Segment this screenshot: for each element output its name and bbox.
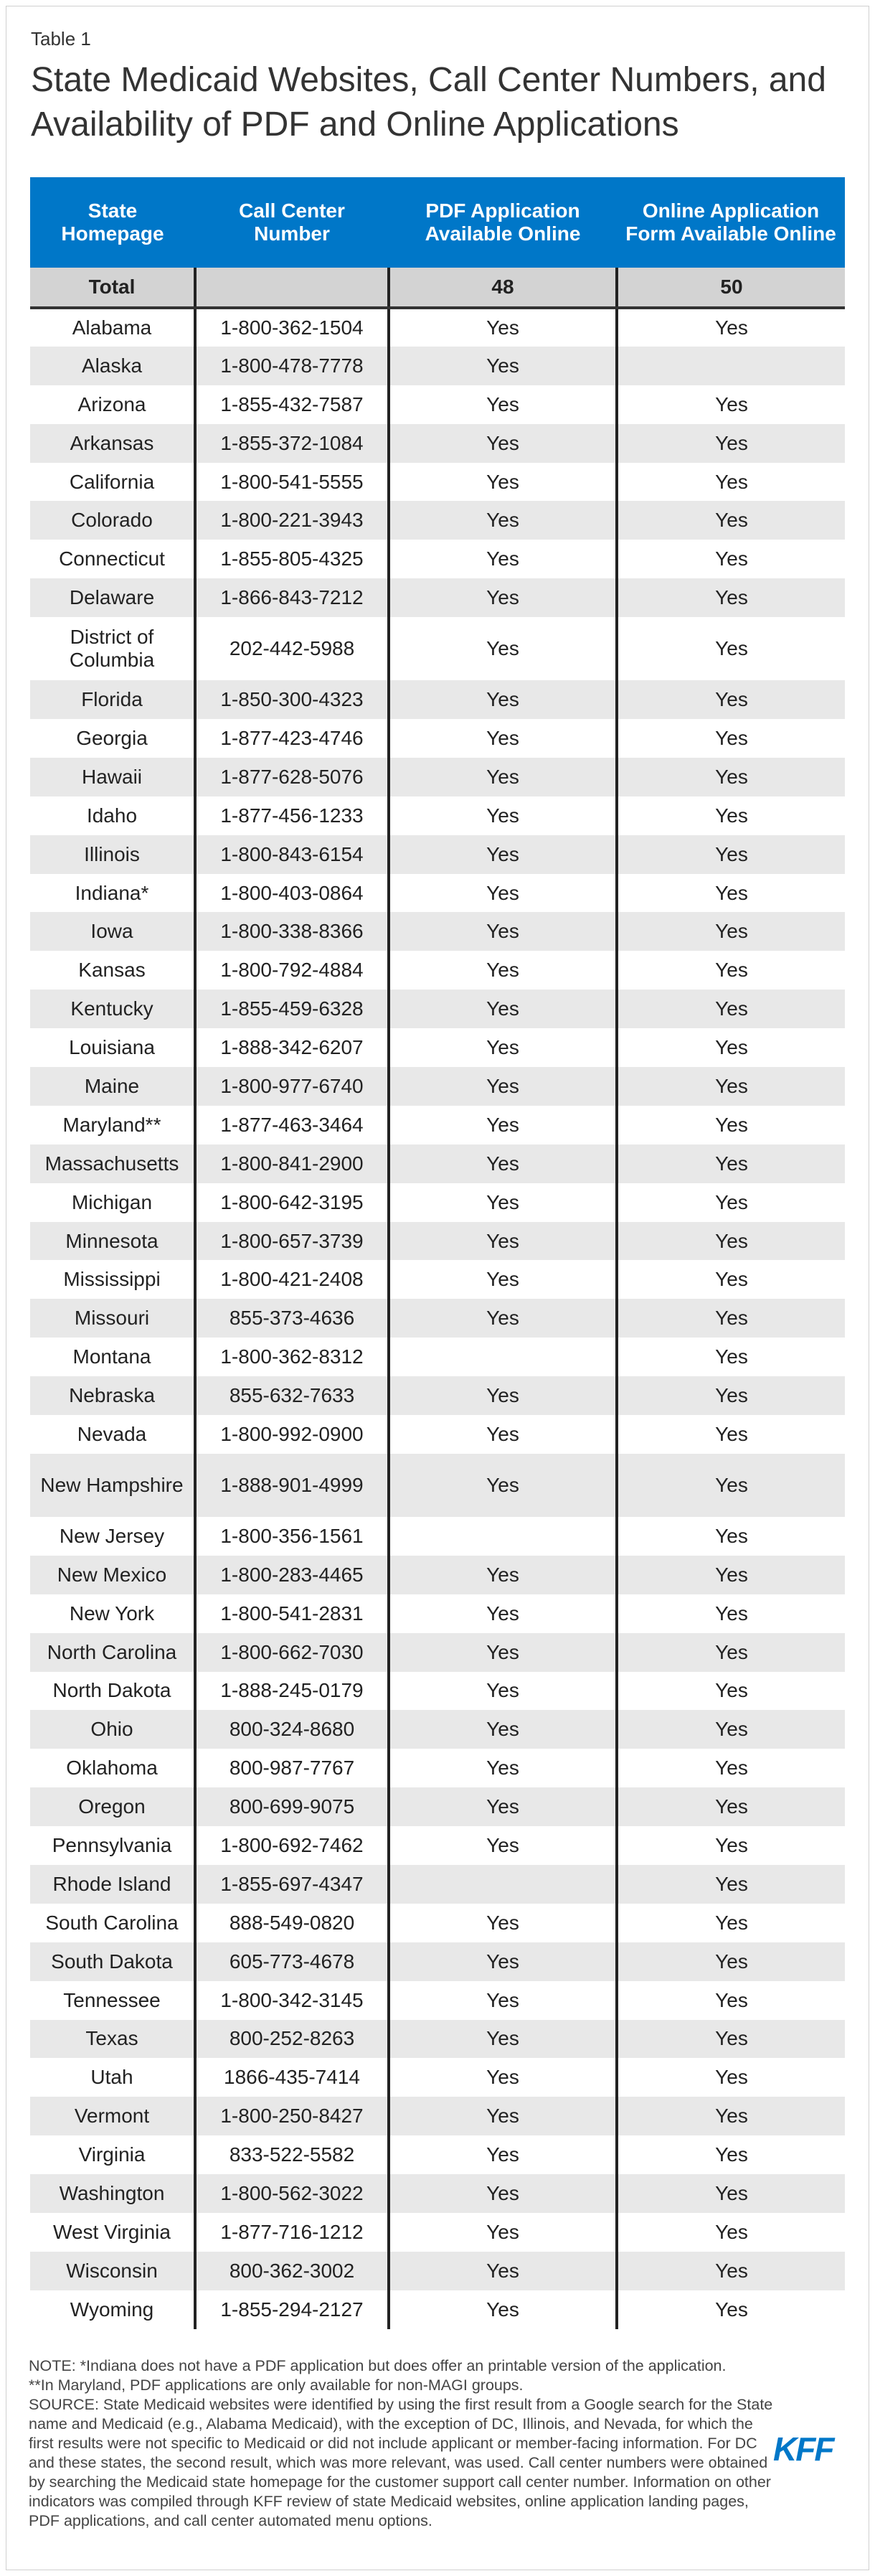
phone-cell: 1-800-338-8366 <box>195 912 389 951</box>
state-cell: South Carolina <box>30 1904 195 1942</box>
note-indiana: NOTE: *Indiana does not have a PDF application but does offer an printable version of the application. <box>29 2357 727 2374</box>
online-cell: Yes <box>617 2252 845 2290</box>
pdf-cell: Yes <box>389 912 617 951</box>
phone-cell: 202-442-5988 <box>195 617 389 680</box>
state-cell: Vermont <box>30 2097 195 2135</box>
pdf-cell: Yes <box>389 347 617 385</box>
online-cell: Yes <box>617 912 845 951</box>
state-cell: Maine <box>30 1067 195 1106</box>
notes <box>29 2356 782 2531</box>
phone-cell: 1-800-362-1504 <box>195 308 389 347</box>
pdf-cell: Yes <box>389 2174 617 2213</box>
state-cell: Nevada <box>30 1415 195 1454</box>
online-cell: Yes <box>617 719 845 758</box>
pdf-cell: Yes <box>389 617 617 680</box>
pdf-cell: Yes <box>389 424 617 463</box>
table-row <box>30 1454 845 1517</box>
pdf-cell: Yes <box>389 1710 617 1749</box>
table-row <box>30 989 845 1028</box>
phone-cell: 1-800-342-3145 <box>195 1981 389 2020</box>
phone-cell: 1-800-657-3739 <box>195 1222 389 1261</box>
table-row <box>30 1222 845 1261</box>
phone-cell: 1-855-459-6328 <box>195 989 389 1028</box>
state-cell: Ohio <box>30 1710 195 1749</box>
online-cell: Yes <box>617 2135 845 2174</box>
online-cell: Yes <box>617 1415 845 1454</box>
online-cell: Yes <box>617 1454 845 1517</box>
state-cell: Arkansas <box>30 424 195 463</box>
phone-cell: 1-800-692-7462 <box>195 1826 389 1865</box>
table-row <box>30 617 845 680</box>
table-row <box>30 719 845 758</box>
table-row <box>30 1415 845 1454</box>
pdf-cell: Yes <box>389 2058 617 2097</box>
online-cell: Yes <box>617 874 845 913</box>
total-call <box>195 268 389 308</box>
table-row <box>30 951 845 989</box>
state-cell: Mississippi <box>30 1260 195 1299</box>
column-header-call-center: Call Center Number <box>195 177 389 268</box>
medicaid-table <box>30 177 845 2329</box>
phone-cell: 1-800-977-6740 <box>195 1067 389 1106</box>
table-row <box>30 1376 845 1415</box>
state-cell: Nebraska <box>30 1376 195 1415</box>
phone-cell: 800-362-3002 <box>195 2252 389 2290</box>
online-cell: Yes <box>617 1517 845 1556</box>
pdf-cell: Yes <box>389 1067 617 1106</box>
phone-cell: 1-800-662-7030 <box>195 1633 389 1672</box>
pdf-cell: Yes <box>389 2020 617 2059</box>
state-cell: Wisconsin <box>30 2252 195 2290</box>
online-cell: Yes <box>617 2213 845 2252</box>
phone-cell: 855-632-7633 <box>195 1376 389 1415</box>
online-cell: Yes <box>617 578 845 617</box>
page-title: State Medicaid Websites, Call Center Numbers, and Availability of PDF and Online Applications <box>31 61 826 144</box>
table-row <box>30 540 845 578</box>
pdf-cell: Yes <box>389 758 617 796</box>
online-cell: Yes <box>617 1826 845 1865</box>
table-row <box>30 1028 845 1067</box>
phone-cell: 1-800-992-0900 <box>195 1415 389 1454</box>
state-cell: Hawaii <box>30 758 195 796</box>
state-cell: Iowa <box>30 912 195 951</box>
phone-cell: 1-877-628-5076 <box>195 758 389 796</box>
state-cell: Alaska <box>30 347 195 385</box>
pdf-cell: Yes <box>389 796 617 835</box>
state-cell: Louisiana <box>30 1028 195 1067</box>
pdf-cell: Yes <box>389 1028 617 1067</box>
phone-cell: 1-800-792-4884 <box>195 951 389 989</box>
table-row <box>30 2252 845 2290</box>
table-row <box>30 1942 845 1981</box>
phone-cell: 1-800-283-4465 <box>195 1556 389 1594</box>
state-cell: Georgia <box>30 719 195 758</box>
pdf-cell: Yes <box>389 385 617 424</box>
table-row <box>30 796 845 835</box>
phone-cell: 1-800-403-0864 <box>195 874 389 913</box>
phone-cell: 1-877-463-3464 <box>195 1106 389 1144</box>
pdf-cell: Yes <box>389 1749 617 1787</box>
table-row <box>30 1904 845 1942</box>
table-row <box>30 1981 845 2020</box>
state-cell: Delaware <box>30 578 195 617</box>
phone-cell: 1-855-697-4347 <box>195 1865 389 1904</box>
pdf-cell: Yes <box>389 1415 617 1454</box>
table-row <box>30 1749 845 1787</box>
table-row <box>30 2020 845 2059</box>
state-cell: California <box>30 463 195 502</box>
phone-cell: 1-800-562-3022 <box>195 2174 389 2213</box>
state-cell: Virginia <box>30 2135 195 2174</box>
pdf-cell: Yes <box>389 680 617 719</box>
table-row <box>30 385 845 424</box>
state-cell: Washington <box>30 2174 195 2213</box>
state-cell: Michigan <box>30 1183 195 1222</box>
state-cell: New Hampshire <box>30 1454 195 1517</box>
table-row <box>30 2213 845 2252</box>
state-cell: Missouri <box>30 1299 195 1338</box>
phone-cell: 1-800-642-3195 <box>195 1183 389 1222</box>
state-cell: Illinois <box>30 835 195 874</box>
state-cell: Texas <box>30 2020 195 2059</box>
state-cell: Florida <box>30 680 195 719</box>
phone-cell: 855-373-4636 <box>195 1299 389 1338</box>
state-cell: Alabama <box>30 308 195 347</box>
online-cell: Yes <box>617 1222 845 1261</box>
phone-cell: 1-800-421-2408 <box>195 1260 389 1299</box>
pdf-cell: Yes <box>389 1376 617 1415</box>
online-cell: Yes <box>617 501 845 540</box>
table-row <box>30 912 845 951</box>
note-source: SOURCE: State Medicaid websites were identified by using the first result from a Google search for the State name and Medicaid (e.g., Alabama Medicaid), with the exception of DC, Illinois, and Nevada, for which the first results were not specific to Medicaid or did not include applicant or member-facing information. For DC and these states, the second result, which was more relevant, was used. Call center numbers were obtained by searching the Medicaid state homepage for the customer support call center number. Information on other indicators was compiled through KFF review of state Medicaid websites, online application landing pages, PDF applications, and call center automated menu options. <box>29 2396 773 2529</box>
pdf-cell: Yes <box>389 989 617 1028</box>
column-header-pdf: PDF Application Available Online <box>389 177 617 268</box>
table-row <box>30 1067 845 1106</box>
pdf-cell: Yes <box>389 2135 617 2174</box>
state-cell: Montana <box>30 1338 195 1376</box>
table-row <box>30 2174 845 2213</box>
pdf-cell <box>389 1865 617 1904</box>
state-cell: Wyoming <box>30 2290 195 2329</box>
phone-cell: 1-800-221-3943 <box>195 501 389 540</box>
table-row <box>30 1826 845 1865</box>
total-label: Total <box>30 268 195 308</box>
state-cell: Indiana* <box>30 874 195 913</box>
phone-cell: 1-877-456-1233 <box>195 796 389 835</box>
pdf-cell: Yes <box>389 1904 617 1942</box>
online-cell: Yes <box>617 540 845 578</box>
pdf-cell: Yes <box>389 2252 617 2290</box>
pdf-cell: Yes <box>389 874 617 913</box>
kff-logo: KFF <box>773 2430 833 2468</box>
table-label: Table 1 <box>31 28 91 50</box>
total-online: 50 <box>617 268 845 308</box>
pdf-cell: Yes <box>389 1260 617 1299</box>
state-cell: Kentucky <box>30 989 195 1028</box>
table-row <box>30 2135 845 2174</box>
note-maryland: **In Maryland, PDF applications are only available for non-MAGI groups. <box>29 2377 524 2394</box>
online-cell: Yes <box>617 1067 845 1106</box>
phone-cell: 1-855-372-1084 <box>195 424 389 463</box>
pdf-cell: Yes <box>389 1633 617 1672</box>
online-cell: Yes <box>617 1981 845 2020</box>
online-cell: Yes <box>617 463 845 502</box>
pdf-cell: Yes <box>389 1942 617 1981</box>
online-cell: Yes <box>617 1904 845 1942</box>
online-cell: Yes <box>617 1672 845 1711</box>
online-cell: Yes <box>617 2174 845 2213</box>
table-row <box>30 1672 845 1711</box>
state-cell: New Jersey <box>30 1517 195 1556</box>
table-row <box>30 835 845 874</box>
state-cell: Rhode Island <box>30 1865 195 1904</box>
table-row <box>30 578 845 617</box>
online-cell: Yes <box>617 1144 845 1183</box>
online-cell: Yes <box>617 758 845 796</box>
table-body <box>30 308 845 2329</box>
online-cell: Yes <box>617 796 845 835</box>
table-row <box>30 2290 845 2329</box>
online-cell: Yes <box>617 1260 845 1299</box>
pdf-cell: Yes <box>389 578 617 617</box>
state-cell: North Dakota <box>30 1672 195 1711</box>
state-cell: Idaho <box>30 796 195 835</box>
phone-cell: 1-866-843-7212 <box>195 578 389 617</box>
pdf-cell: Yes <box>389 1144 617 1183</box>
pdf-cell: Yes <box>389 1594 617 1633</box>
pdf-cell: Yes <box>389 2213 617 2252</box>
online-cell: Yes <box>617 2097 845 2135</box>
header-row <box>30 177 845 268</box>
pdf-cell: Yes <box>389 1826 617 1865</box>
online-cell: Yes <box>617 617 845 680</box>
online-cell <box>617 347 845 385</box>
phone-cell: 605-773-4678 <box>195 1942 389 1981</box>
phone-cell: 1-800-250-8427 <box>195 2097 389 2135</box>
state-cell: North Carolina <box>30 1633 195 1672</box>
table-row <box>30 1299 845 1338</box>
online-cell: Yes <box>617 308 845 347</box>
phone-cell: 1-877-423-4746 <box>195 719 389 758</box>
online-cell: Yes <box>617 1028 845 1067</box>
state-cell: Pennsylvania <box>30 1826 195 1865</box>
state-cell: West Virginia <box>30 2213 195 2252</box>
online-cell: Yes <box>617 1594 845 1633</box>
table-row <box>30 758 845 796</box>
online-cell: Yes <box>617 2290 845 2329</box>
online-cell: Yes <box>617 1633 845 1672</box>
phone-cell: 1-855-432-7587 <box>195 385 389 424</box>
online-cell: Yes <box>617 1376 845 1415</box>
total-row <box>30 268 845 308</box>
online-cell: Yes <box>617 1865 845 1904</box>
pdf-cell: Yes <box>389 1454 617 1517</box>
pdf-cell: Yes <box>389 308 617 347</box>
state-cell: Connecticut <box>30 540 195 578</box>
table-row <box>30 347 845 385</box>
pdf-cell: Yes <box>389 1787 617 1826</box>
phone-cell: 1-877-716-1212 <box>195 2213 389 2252</box>
phone-cell: 1-800-478-7778 <box>195 347 389 385</box>
pdf-cell: Yes <box>389 1556 617 1594</box>
state-cell: New York <box>30 1594 195 1633</box>
online-cell: Yes <box>617 2020 845 2059</box>
state-cell: Massachusetts <box>30 1144 195 1183</box>
pdf-cell: Yes <box>389 1106 617 1144</box>
pdf-cell: Yes <box>389 951 617 989</box>
online-cell: Yes <box>617 1338 845 1376</box>
table-row <box>30 1517 845 1556</box>
pdf-cell: Yes <box>389 835 617 874</box>
online-cell: Yes <box>617 1787 845 1826</box>
online-cell: Yes <box>617 424 845 463</box>
table-row <box>30 1183 845 1222</box>
phone-cell: 1-855-805-4325 <box>195 540 389 578</box>
table-row <box>30 1787 845 1826</box>
phone-cell: 1-855-294-2127 <box>195 2290 389 2329</box>
state-cell: Maryland** <box>30 1106 195 1144</box>
table-row <box>30 1633 845 1672</box>
table-row <box>30 1594 845 1633</box>
pdf-cell: Yes <box>389 719 617 758</box>
phone-cell: 1-888-901-4999 <box>195 1454 389 1517</box>
phone-cell: 1-800-843-6154 <box>195 835 389 874</box>
online-cell: Yes <box>617 1942 845 1981</box>
online-cell: Yes <box>617 1299 845 1338</box>
state-cell: Oklahoma <box>30 1749 195 1787</box>
phone-cell: 1-888-245-0179 <box>195 1672 389 1711</box>
pdf-cell <box>389 1517 617 1556</box>
phone-cell: 800-987-7767 <box>195 1749 389 1787</box>
table-row <box>30 1710 845 1749</box>
online-cell: Yes <box>617 1106 845 1144</box>
state-cell: Tennessee <box>30 1981 195 2020</box>
table-row <box>30 1556 845 1594</box>
phone-cell: 1-800-841-2900 <box>195 1144 389 1183</box>
table-row <box>30 1338 845 1376</box>
online-cell: Yes <box>617 951 845 989</box>
phone-cell: 800-324-8680 <box>195 1710 389 1749</box>
phone-cell: 833-522-5582 <box>195 2135 389 2174</box>
online-cell: Yes <box>617 1183 845 1222</box>
table-row <box>30 1144 845 1183</box>
online-cell: Yes <box>617 680 845 719</box>
online-cell: Yes <box>617 1749 845 1787</box>
pdf-cell: Yes <box>389 1183 617 1222</box>
phone-cell: 1-800-362-8312 <box>195 1338 389 1376</box>
column-header-state: State Homepage <box>30 177 195 268</box>
online-cell: Yes <box>617 989 845 1028</box>
phone-cell: 888-549-0820 <box>195 1904 389 1942</box>
table-row <box>30 680 845 719</box>
phone-cell: 1-850-300-4323 <box>195 680 389 719</box>
phone-cell: 1-888-342-6207 <box>195 1028 389 1067</box>
pdf-cell: Yes <box>389 540 617 578</box>
table-row <box>30 308 845 347</box>
state-cell: Kansas <box>30 951 195 989</box>
table-row <box>30 2058 845 2097</box>
state-cell: District of Columbia <box>30 617 195 680</box>
state-cell: Colorado <box>30 501 195 540</box>
phone-cell: 800-699-9075 <box>195 1787 389 1826</box>
pdf-cell: Yes <box>389 1299 617 1338</box>
pdf-cell: Yes <box>389 501 617 540</box>
pdf-cell: Yes <box>389 1981 617 2020</box>
total-pdf: 48 <box>389 268 617 308</box>
state-cell: South Dakota <box>30 1942 195 1981</box>
table-row <box>30 2097 845 2135</box>
phone-cell: 1-800-356-1561 <box>195 1517 389 1556</box>
state-cell: Utah <box>30 2058 195 2097</box>
online-cell: Yes <box>617 385 845 424</box>
pdf-cell: Yes <box>389 463 617 502</box>
online-cell: Yes <box>617 835 845 874</box>
column-header-online: Online Application Form Available Online <box>617 177 845 268</box>
table-row <box>30 463 845 502</box>
pdf-cell: Yes <box>389 1672 617 1711</box>
table-row <box>30 1865 845 1904</box>
state-cell: Oregon <box>30 1787 195 1826</box>
pdf-cell <box>389 1338 617 1376</box>
pdf-cell: Yes <box>389 2290 617 2329</box>
table-row <box>30 501 845 540</box>
phone-cell: 1-800-541-2831 <box>195 1594 389 1633</box>
phone-cell: 1866-435-7414 <box>195 2058 389 2097</box>
pdf-cell: Yes <box>389 1222 617 1261</box>
phone-cell: 1-800-541-5555 <box>195 463 389 502</box>
pdf-cell: Yes <box>389 2097 617 2135</box>
table-row <box>30 1260 845 1299</box>
online-cell: Yes <box>617 2058 845 2097</box>
table-row <box>30 424 845 463</box>
state-cell: Arizona <box>30 385 195 424</box>
phone-cell: 800-252-8263 <box>195 2020 389 2059</box>
state-cell: Minnesota <box>30 1222 195 1261</box>
state-cell: New Mexico <box>30 1556 195 1594</box>
table-row <box>30 874 845 913</box>
table-row <box>30 1106 845 1144</box>
online-cell: Yes <box>617 1710 845 1749</box>
online-cell: Yes <box>617 1556 845 1594</box>
